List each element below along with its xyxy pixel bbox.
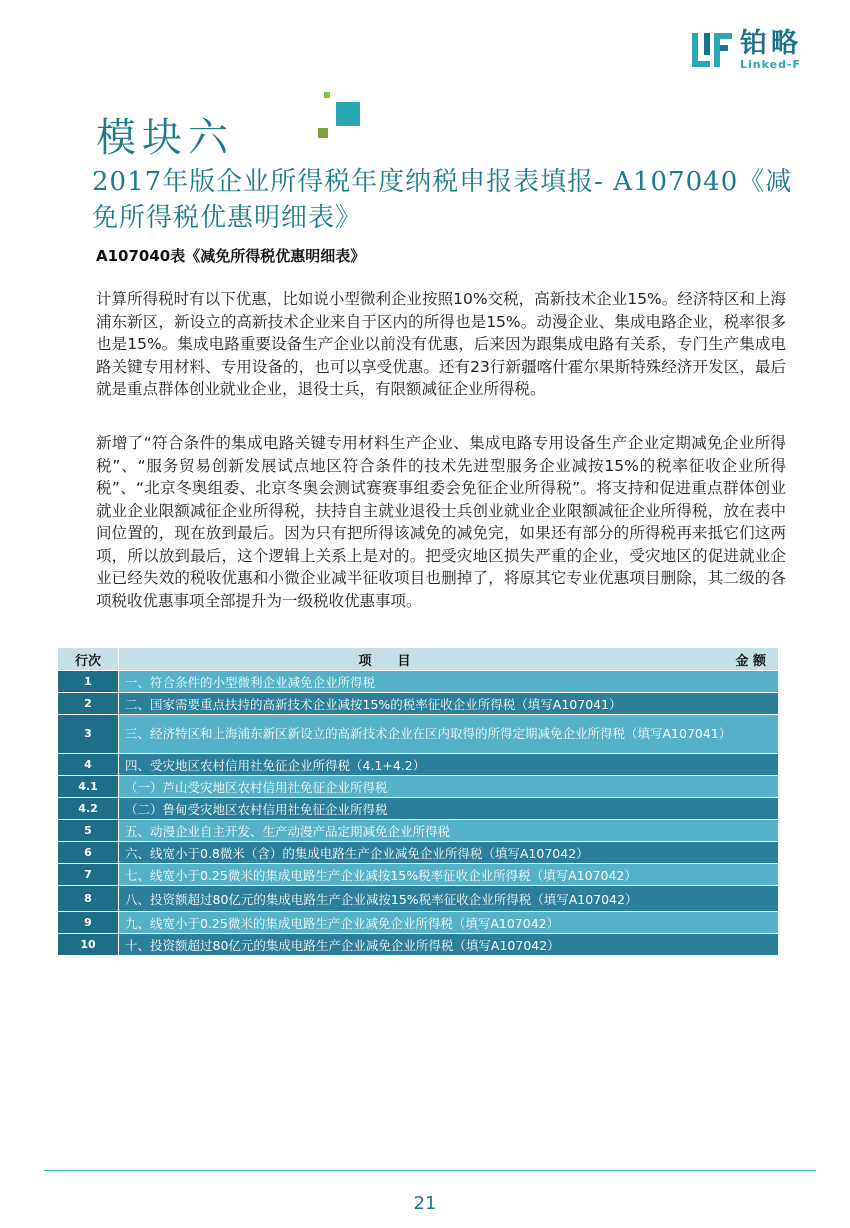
footer-divider [44,1170,816,1171]
logo-brand-cn: 铂略 [740,28,802,59]
row-line: 9 [58,912,119,934]
row-item: 一、符合条件的小型微利企业减免企业所得税 [119,671,779,693]
table-row [58,934,778,956]
table-row [58,886,778,912]
table-row [58,842,778,864]
row-line: 10 [58,934,119,956]
table-row [58,912,778,934]
module-title: 模块六 [96,115,234,161]
row-line: 4.1 [58,776,119,798]
table-row [58,820,778,842]
table-row [58,671,778,693]
table-row [58,776,778,798]
row-line: 7 [58,864,119,886]
row-line: 6 [58,842,119,864]
row-item: 五、动漫企业自主开发、生产动漫产品定期减免企业所得税 [119,820,779,842]
decorative-squares [318,92,368,146]
row-line: 4 [58,754,119,776]
section-subtitle: A107040表《减免所得税优惠明细表》 [96,247,366,265]
row-line: 3 [58,715,119,754]
row-line: 8 [58,886,119,912]
header-line: 行次 [58,648,119,671]
row-item: 二、国家需要重点扶持的高新技术企业减按15%的税率征收企业所得税（填写A107041） [119,693,779,715]
paragraph-2: 新增了“符合条件的集成电路关键专用材料生产企业、集成电路专用设备生产企业定期减免企业所得税”、“服务贸易创新发展试点地区符合条件的技术先进型服务企业减按15%的税率征收企业所得税”、“北京冬奥组委、北京冬奥会测试赛赛事组委会免征企业所得税”。将支持和促进重点群体创业就业企业限额减征企业所得税，扶持自主就业退役士兵创业就业企业限额减征企业所得税，放在表中间位置的，现在放到最后。因为只有把所得该减免的减免完，如果还有部分的所得税再来抵它们这两项，所以放到最后，这个逻辑上关系上是对的。把受灾地区损失严重的企业，受灾地区的促进就业企业已经失效的税收优惠和小微企业减半征收项目也删掉了，将原其它专业优惠项目删除，其二级的各项税收优惠事项全部提升为一级税收优惠事项。 [96,434,786,610]
row-line: 4.2 [58,798,119,820]
header-amount: 金 额 [650,648,778,671]
row-line: 1 [58,671,119,693]
row-item: 八、投资额超过80亿元的集成电路生产企业减按15%税率征收企业所得税（填写A107042） [119,886,779,912]
row-line: 2 [58,693,119,715]
table-header-row [58,648,778,671]
logo-mark-icon [690,31,734,71]
table-row [58,754,778,776]
row-item: 三、经济特区和上海浦东新区新设立的高新技术企业在区内取得的所得定期减免企业所得税（填写A107041） [119,715,779,754]
row-item: 九、线宽小于0.25微米的集成电路生产企业减免企业所得税（填写A107042） [119,912,779,934]
header-item: 项 目 [119,648,651,671]
row-item: （一）芦山受灾地区农村信用社免征企业所得税 [119,776,779,798]
table-row [58,864,778,886]
row-item: 六、线宽小于0.8微米（含）的集成电路生产企业减免企业所得税（填写A107042） [119,842,779,864]
page-title: 2017年版企业所得税年度纳税申报表填报- A107040《减免所得税优惠明细表》 [92,167,793,233]
logo-brand-en: Linked-F [740,58,802,71]
row-item: （二）鲁甸受灾地区农村信用社免征企业所得税 [119,798,779,820]
row-item: 四、受灾地区农村信用社免征企业所得税（4.1+4.2） [119,754,779,776]
table-row [58,693,778,715]
row-item: 十、投资额超过80亿元的集成电路生产企业减免企业所得税（填写A107042） [119,934,779,956]
paragraph-1: 计算所得税时有以下优惠，比如说小型微利企业按照10%交税，高新技术企业15%。经济特区和上海浦东新区，新设立的高新技术企业来自于区内的所得也是15%。动漫企业、集成电路企业，税率很多也是15%。集成电路重要设备生产企业以前没有优惠，后来因为跟集成电路有关系，专门生产集成电路关键专用材料、专用设备的，也可以享受优惠。还有23行新疆喀什霍尔果斯特殊经济开发区，最后就是重点群体创业就业企业，退役士兵，有限额减征企业所得税。 [96,290,786,398]
page-number: 21 [413,1193,437,1214]
table-row [58,798,778,820]
row-item: 七、线宽小于0.25微米的集成电路生产企业减按15%税率征收企业所得税（填写A107042） [119,864,779,886]
brand-logo [690,30,802,71]
table-row [58,715,778,754]
tax-preference-table [58,648,778,956]
row-line: 5 [58,820,119,842]
